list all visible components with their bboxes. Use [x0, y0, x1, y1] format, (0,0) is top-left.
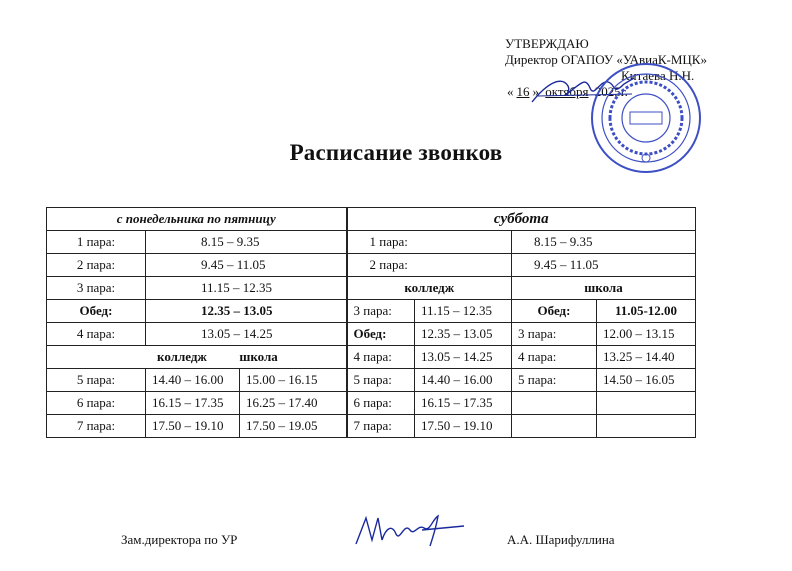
footer-name: А.А. Шарифуллина [507, 532, 615, 547]
table-header-row [47, 208, 696, 231]
cell-label: 7 пара: [347, 415, 415, 438]
cell-time: 13.05 – 14.25 [415, 346, 512, 369]
cell-label: 3 пара: [512, 323, 597, 346]
cell-label: 2 пара: [347, 254, 512, 277]
weekday-header: с понедельника по пятницу [47, 208, 347, 231]
date-day: 16 [516, 84, 530, 99]
cell-time: 13.05 – 14.25 [146, 323, 347, 346]
cell-time: 14.40 – 16.00 [146, 369, 240, 392]
table-row [47, 254, 696, 277]
cell-label: 2 пара: [47, 254, 146, 277]
cell-time: 14.50 – 16.05 [597, 369, 696, 392]
cell-time: 11.15 – 12.35 [415, 300, 512, 323]
cell-time: 16.15 – 17.35 [146, 392, 240, 415]
saturday-header: суббота [347, 208, 696, 231]
cell-time: 17.50 – 19.10 [415, 415, 512, 438]
cell-time: 12.35 – 13.05 [415, 323, 512, 346]
cell-label: 5 пара: [347, 369, 415, 392]
cell-time: 12.00 – 13.15 [597, 323, 696, 346]
approval-position: Директор ОГАПОУ «УАвиаК-МЦК» [505, 52, 707, 67]
weekday-split-header [47, 346, 347, 369]
table-row [47, 415, 696, 438]
cell-label: 4 пара: [512, 346, 597, 369]
cell-label: 5 пара: [47, 369, 146, 392]
cell-label: 6 пара: [347, 392, 415, 415]
date-month: октября [545, 84, 589, 99]
cell-label: 7 пара: [47, 415, 146, 438]
cell-time: 11.05-12.00 [597, 300, 696, 323]
date-close-quote: » [532, 84, 539, 99]
schedule-table [46, 207, 696, 438]
cell-label: Обед: [47, 300, 146, 323]
date-open-quote: « [507, 84, 514, 99]
cell-time: 17.50 – 19.05 [240, 415, 347, 438]
table-row [47, 231, 696, 254]
page-title: Расписание звонков [289, 140, 503, 165]
cell-label: 1 пара: [347, 231, 512, 254]
cell-time: 17.50 – 19.10 [146, 415, 240, 438]
cell-label: Обед: [512, 300, 597, 323]
cell-time: 16.15 – 17.35 [415, 392, 512, 415]
cell-label: 4 пара: [347, 346, 415, 369]
cell-label: 5 пара: [512, 369, 597, 392]
cell-time [597, 415, 696, 438]
deputy-signature-icon [352, 510, 472, 548]
cell-label [512, 415, 597, 438]
cell-time: 9.45 – 11.05 [512, 254, 696, 277]
table-row [47, 346, 696, 369]
cell-label: 3 пара: [47, 277, 146, 300]
table-row [47, 277, 696, 300]
cell-time: 8.15 – 9.35 [512, 231, 696, 254]
saturday-college-header: колледж [347, 277, 512, 300]
cell-time: 15.00 – 16.15 [240, 369, 347, 392]
cell-label: 4 пара: [47, 323, 146, 346]
cell-label [512, 392, 597, 415]
cell-label: 1 пара: [47, 231, 146, 254]
table-row [47, 369, 696, 392]
cell-label: Обед: [347, 323, 415, 346]
cell-time: 12.35 – 13.05 [146, 300, 347, 323]
cell-time [597, 392, 696, 415]
table-row [47, 323, 696, 346]
weekday-college-header: колледж [157, 349, 207, 364]
approval-label: УТВЕРЖДАЮ [505, 36, 589, 51]
table-row [47, 392, 696, 415]
cell-time: 16.25 – 17.40 [240, 392, 347, 415]
cell-time: 11.15 – 12.35 [146, 277, 347, 300]
cell-time: 14.40 – 16.00 [415, 369, 512, 392]
weekday-school-header: школа [239, 349, 278, 364]
cell-time: 9.45 – 11.05 [146, 254, 347, 277]
date-year: 2025г. [594, 84, 628, 99]
cell-time: 8.15 – 9.35 [146, 231, 347, 254]
cell-time: 13.25 – 14.40 [597, 346, 696, 369]
cell-label: 3 пара: [347, 300, 415, 323]
footer-position: Зам.директора по УР [121, 532, 238, 547]
approval-name: Китаева Н.Н. [621, 68, 695, 83]
cell-label: 6 пара: [47, 392, 146, 415]
saturday-school-header: школа [512, 277, 696, 300]
table-row [47, 300, 696, 323]
